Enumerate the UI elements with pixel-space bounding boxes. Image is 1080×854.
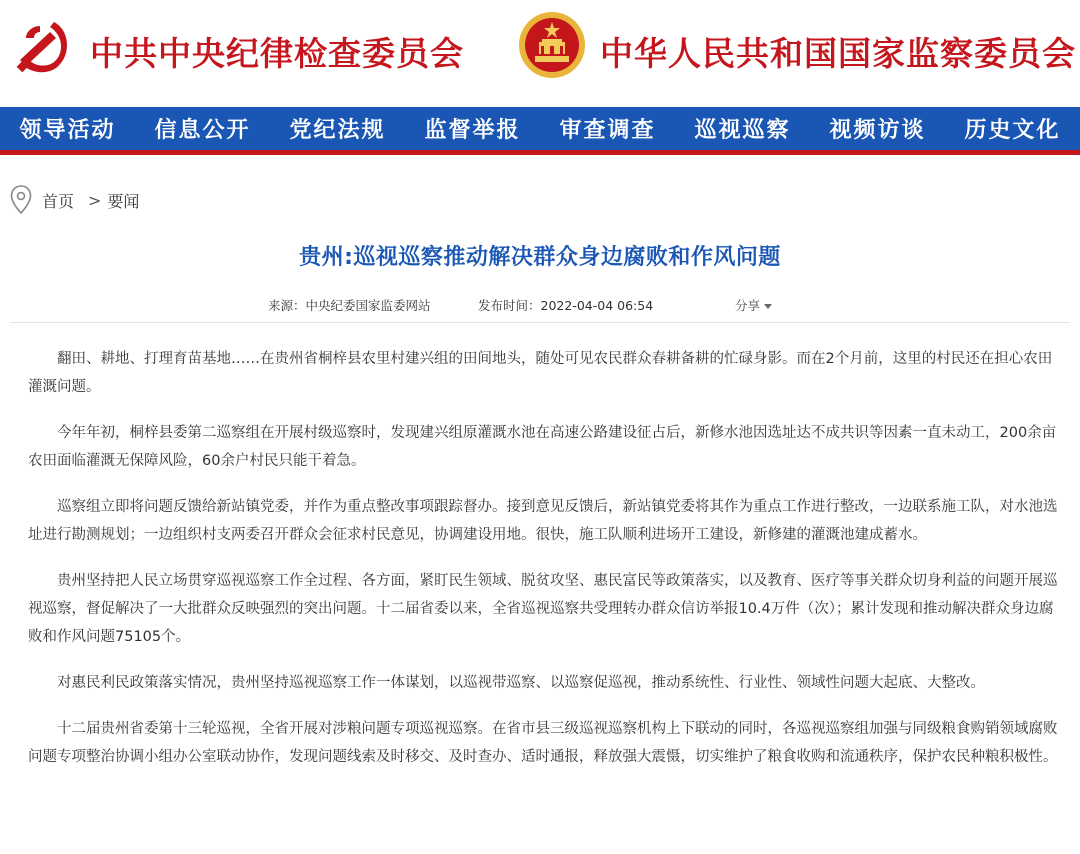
- nav-item-info-disclosure[interactable]: 信息公开: [154, 117, 251, 143]
- chevron-down-icon: [764, 304, 772, 309]
- article-body: [28, 345, 1058, 789]
- article-source: 来源：中央纪委国家监委网站: [268, 298, 431, 313]
- breadcrumb-home-link[interactable]: 首页: [42, 191, 75, 211]
- article-paragraph: 翻田、耕地、打理育苗基地……在贵州省桐梓县农里村建兴组的田间地头，随处可见农民群众春耕备耕的忙碌身影。而在2个月前，这里的村民还在担心农田灌溉问题。: [28, 351, 1053, 395]
- party-emblem-icon[interactable]: [10, 12, 76, 78]
- site-header: [0, 0, 1080, 107]
- nsc-title[interactable]: 中华人民共和国国家监察委员会: [600, 34, 1076, 73]
- breadcrumb-separator: >: [88, 190, 102, 210]
- nav-item-leadership[interactable]: 领导活动: [19, 117, 116, 143]
- article-paragraph: 今年年初，桐梓县委第二巡察组在开展村级巡察时，发现建兴组原灌溉水池在高速公路建设征占后，新修水池因选址达不成共识等因素一直未动工，200余亩农田面临灌溉无保障风险，60余户村民只能干着急。: [28, 425, 1057, 469]
- nav-item-history-culture[interactable]: 历史文化: [964, 117, 1061, 143]
- cpc-ccdi-title[interactable]: 中共中央纪律检查委员会: [90, 34, 464, 73]
- nav-item-investigation[interactable]: 审查调查: [559, 117, 656, 143]
- nav-item-inspection[interactable]: 巡视巡察: [694, 117, 791, 143]
- article-paragraph: 十二届贵州省委第十三轮巡视，全省开展对涉粮问题专项巡视巡察。在省市县三级巡视巡察机构上下联动的同时，各巡视巡察组加强与同级粮食购销领域腐败问题专项整治协调小组办公室联动协作，发现问题线索及时移交、及时查办、适时通报，释放强大震慑，切实维护了粮食收购和流通秩序，保护农民种粮积极性。: [28, 721, 1058, 765]
- meta-divider: [10, 322, 1070, 323]
- nav-item-video-interview[interactable]: 视频访谈: [829, 117, 926, 143]
- breadcrumb: [10, 184, 139, 216]
- national-emblem-icon[interactable]: [517, 10, 587, 80]
- article-title: 贵州:巡视巡察推动解决群众身边腐败和作风问题: [299, 245, 781, 270]
- nav-divider: [0, 150, 1080, 155]
- breadcrumb-current[interactable]: 要闻: [107, 191, 140, 211]
- share-button[interactable]: [735, 296, 772, 314]
- article-paragraph: 对惠民利民政策落实情况，贵州坚持巡视巡察工作一体谋划，以巡视带巡察、以巡察促巡视，推动系统性、行业性、领域性问题大起底、大整改。: [57, 675, 985, 691]
- nav-item-regulations[interactable]: 党纪法规: [289, 117, 386, 143]
- location-pin-icon: [10, 185, 32, 215]
- article-publish-time: 发布时间：2022-04-04 06:54: [478, 298, 654, 313]
- main-nav: [0, 107, 1080, 150]
- share-label: 分享: [735, 298, 761, 313]
- article-paragraph: 贵州坚持把人民立场贯穿巡视巡察工作全过程、各方面，紧盯民生领域、脱贫攻坚、惠民富民等政策落实，以及教育、医疗等事关群众切身利益的问题开展巡视巡察，督促解决了一大批群众反映强烈的突出问题。十二届省委以来，全省巡视巡察共受理转办群众信访举报10.4万件（次）；累计发现和推动解决群众身边腐败和作风问题75105个。: [28, 573, 1058, 645]
- nav-item-report[interactable]: 监督举报: [424, 117, 521, 143]
- article-paragraph: 巡察组立即将问题反馈给新站镇党委，并作为重点整改事项跟踪督办。接到意见反馈后，新站镇党委将其作为重点工作进行整改，一边联系施工队，对水池选址进行勘测规划；一边组织村支两委召开群众会征求村民意见，协调建设用地。很快，施工队顺利进场开工建设，新修建的灌溉池建成蓄水。: [28, 499, 1058, 543]
